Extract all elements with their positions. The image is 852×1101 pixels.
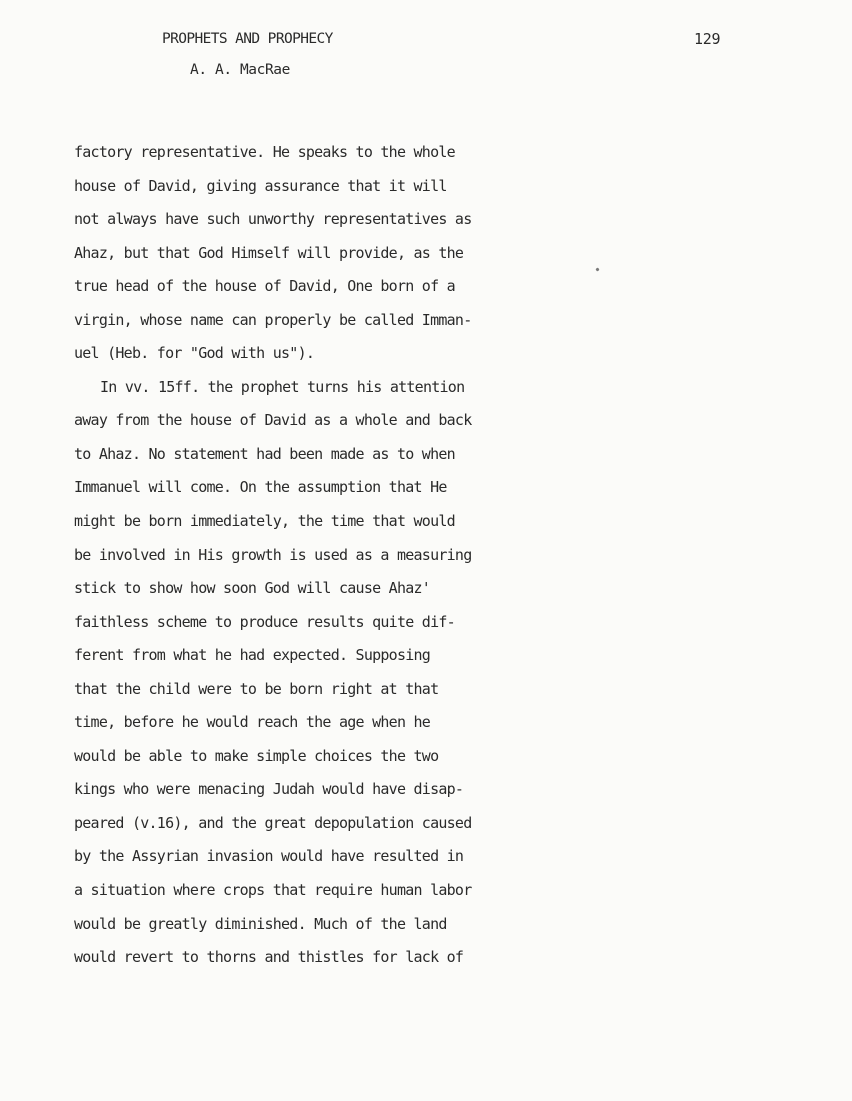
text-line: to Ahaz. No statement had been made as to when <box>74 444 455 463</box>
scan-speck <box>595 267 599 271</box>
text-line: Immanuel will come. On the assumption that He <box>74 478 447 497</box>
text-line: In vv. 15ff. the prophet turns his attention <box>100 377 465 396</box>
text-line: not always have such unworthy representatives as <box>74 210 472 229</box>
text-line: would be greatly diminished. Much of the land <box>74 914 447 933</box>
text-line: away from the house of David as a whole and back <box>74 411 472 430</box>
text-line: kings who were menacing Judah would have disap- <box>74 780 464 799</box>
text-line: peared (v.16), and the great depopulation caused <box>74 813 472 832</box>
text-line: true head of the house of David, One born of a <box>74 277 455 296</box>
text-line: might be born immediately, the time that would <box>74 512 455 531</box>
text-line: Ahaz, but that God Himself will provide, as the <box>74 243 464 262</box>
text-line: a situation where crops that require human labor <box>74 881 472 900</box>
text-line: by the Assyrian invasion would have resulted in <box>74 847 464 866</box>
text-line: virgin, whose name can properly be called Imman- <box>74 310 472 329</box>
text-line: be involved in His growth is used as a measuring <box>74 545 472 564</box>
text-line: that the child were to be born right at that <box>74 679 439 698</box>
text-line: factory representative. He speaks to the whole <box>74 143 455 161</box>
text-line: stick to show how soon God will cause Ahaz' <box>74 579 431 598</box>
text-line: ferent from what he had expected. Supposing <box>74 646 431 665</box>
text-line: would revert to thorns and thistles for lack of <box>74 948 464 967</box>
page-number: 129 <box>694 30 721 48</box>
body-text <box>74 139 494 978</box>
text-line: uel (Heb. for "God with us"). <box>74 344 315 363</box>
text-line: house of David, giving assurance that it will <box>74 176 447 195</box>
running-header-title: PROPHETS AND PROPHECY <box>162 31 333 47</box>
text-line: faithless scheme to produce results quite dif- <box>74 612 455 631</box>
author-name: A. A. MacRae <box>190 62 290 78</box>
text-line: would be able to make simple choices the two <box>74 746 439 765</box>
text-line: time, before he would reach the age when he <box>74 713 431 732</box>
